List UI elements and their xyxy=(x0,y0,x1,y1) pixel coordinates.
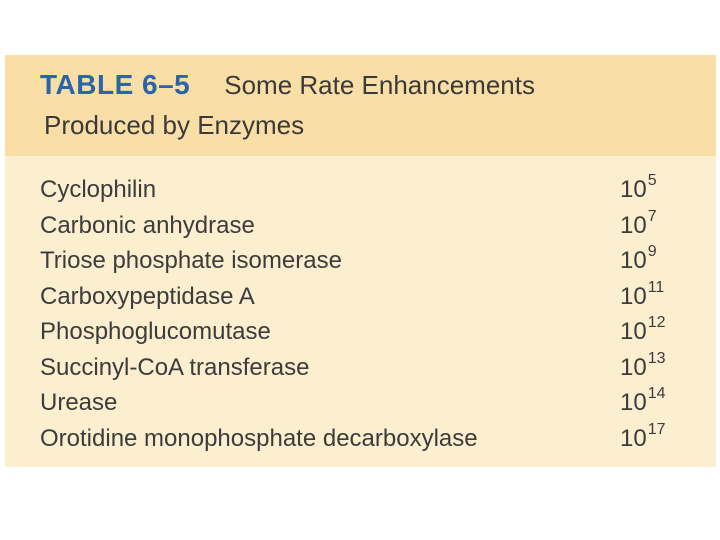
table-row xyxy=(5,349,716,388)
rate-enhancement-value xyxy=(620,245,657,277)
value-exponent: 12 xyxy=(647,314,666,331)
value-base: 10 xyxy=(620,424,647,452)
enzyme-name: Carbonic anhydrase xyxy=(40,211,255,239)
table-row xyxy=(5,245,716,281)
value-base: 10 xyxy=(620,176,647,203)
value-base: 10 xyxy=(620,211,647,239)
table-row xyxy=(5,387,716,423)
rate-enhancement-value xyxy=(620,207,657,242)
value-exponent: 11 xyxy=(647,278,665,296)
table-title-line-2: Produced by Enzymes xyxy=(44,110,305,140)
value-exponent: 17 xyxy=(647,420,666,438)
value-base: 10 xyxy=(620,389,647,416)
rate-enhancement-value xyxy=(620,316,666,348)
value-exponent: 9 xyxy=(647,243,657,260)
rate-enhancement-value xyxy=(620,387,666,419)
enzyme-name: Carboxypeptidase A xyxy=(40,282,255,310)
rate-enhancement-value xyxy=(620,278,665,313)
enzyme-name: Urease xyxy=(40,389,118,416)
rate-enhancement-value xyxy=(620,349,666,384)
enzyme-name: Cyclophilin xyxy=(40,176,157,203)
value-exponent: 7 xyxy=(647,207,657,225)
value-base: 10 xyxy=(620,282,647,310)
rate-enhancement-value xyxy=(620,420,666,455)
table-title: Some Rate Enhancements xyxy=(224,70,535,100)
value-exponent: 5 xyxy=(647,172,657,189)
enzyme-name: Phosphoglucomutase xyxy=(40,318,271,345)
table-row xyxy=(5,207,716,246)
value-exponent: 14 xyxy=(647,385,666,402)
rate-enhancement-value xyxy=(620,174,657,206)
table-row xyxy=(5,316,716,352)
value-base: 10 xyxy=(620,318,647,345)
table-body xyxy=(5,174,716,458)
value-exponent: 13 xyxy=(647,349,666,367)
table-header xyxy=(5,55,716,156)
rate-enhancements-table xyxy=(5,55,716,467)
table-number: TABLE 6–5 xyxy=(40,69,191,100)
enzyme-name: Succinyl-CoA transferase xyxy=(40,353,310,381)
table-row xyxy=(5,174,716,210)
value-base: 10 xyxy=(620,353,647,381)
table-title-line-1 xyxy=(40,69,535,101)
enzyme-name: Triose phosphate isomerase xyxy=(40,247,342,274)
value-base: 10 xyxy=(620,247,647,274)
table-row xyxy=(5,420,716,459)
table-row xyxy=(5,278,716,317)
enzyme-name: Orotidine monophosphate decarboxylase xyxy=(40,424,478,452)
